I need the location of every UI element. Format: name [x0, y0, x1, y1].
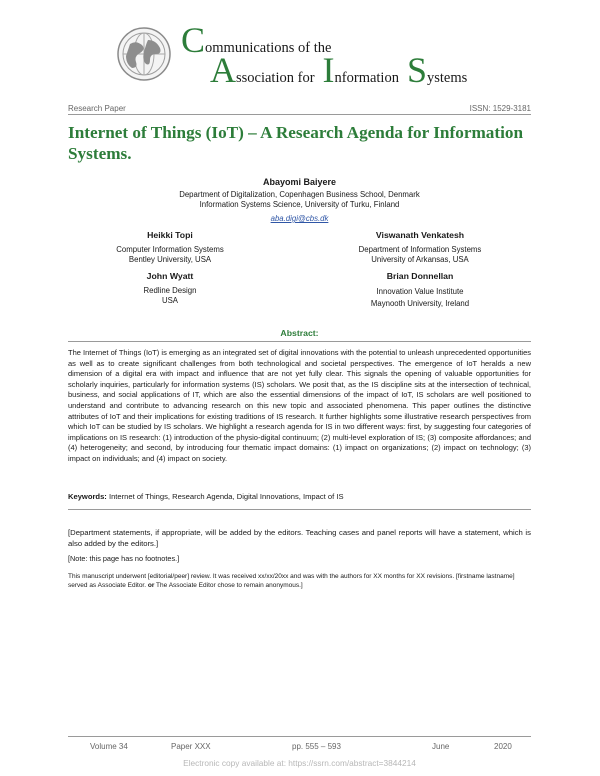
author-affiliation: Department of Information Systems — [358, 245, 482, 254]
keywords-rule — [68, 509, 531, 510]
electronic-copy-note: Electronic copy available at: https://ssrn.com/abstract=3844214 — [183, 758, 416, 768]
review-or: or — [147, 582, 155, 590]
journal-word-association: ssociation for — [236, 70, 315, 86]
footer-paper: Paper XXX — [171, 742, 211, 751]
abstract-heading: Abstract: — [280, 328, 319, 338]
main-author-affiliation-1: Department of Digitalization, Copenhagen Business School, Denmark — [179, 190, 420, 199]
author-affiliation: Computer Information Systems — [116, 245, 224, 254]
author-name: John Wyatt — [146, 271, 194, 281]
author-block — [305, 271, 535, 309]
footer-pages: pp. 555 – 593 — [292, 742, 341, 751]
review-text-b: The Associate Editor chose to remain anonymous.] — [154, 582, 303, 590]
journal-word-information: nformation — [334, 70, 399, 86]
journal-initial-i: I — [322, 50, 335, 90]
abstract-text: The Internet of Things (IoT) is emerging as an integrated set of digital innovations with the potential to unleash unprecedented opportunities as well as to create significant challenges from both technological and societal perspectives. The emergence of IoT heralds a new dimension of a digital era with impact and influence that are not yet fully clear. This signals the opening of valuable opportunities for scholarly inquiries, particularly for information systems (IS) scholars. We posit that, as the IS discipline sits at the intersection of technical, business, and social applications of IT, which are also the essential dimensions of the impact of IoT, IS scholars are well positioned to understand and contribute to advancing research on this new topic and associated phenomena. This paper outlines the distinctive attributes of IoT and their implications for existing traditions of IS research. It further highlights some illustrative research perspectives from which IoT can be studied by IS scholars. We highlight a research agenda for IS in two different ways: first, by suggesting four categories of implications on IS research: (1) introduction of the physio-digital continuum; (2) multi-level exploration of IS; (3) composite affordances; and (4) heterogeneity; and second, by introducing four thematic impact domains: (1) impact on organizations; (2) impact on technology; (3) impact on individuals; and (4) impact on society. — [68, 348, 531, 463]
keywords — [68, 492, 531, 501]
issn: ISSN: 1529-3181 — [469, 104, 531, 113]
footer-volume: Volume 34 — [90, 742, 128, 751]
department-statement: [Department statements, if appropriate, will be added by the editors. Teaching cases and panel reports will have a statement, which is also added by the editors.] — [68, 528, 531, 548]
paper-type: Research Paper — [68, 104, 126, 113]
author-name: Heikki Topi — [147, 230, 193, 240]
keywords-text: Internet of Things, Research Agenda, Digital Innovations, Impact of IS — [108, 492, 344, 501]
journal-initial-s: S — [406, 50, 427, 90]
review-text-a: This manuscript underwent [editorial/peer] review. It was received xx/xx/20xx and was with the authors for XX months for XX revisions. [firstname lastname] served as Associate Editor. — [68, 573, 515, 590]
footnote-note: [Note: this page has no footnotes.] — [68, 554, 180, 563]
main-author-name: Abayomi Baiyere — [262, 177, 337, 187]
paper-title: Internet of Things (IoT) – A Research Agenda for Information Systems. — [68, 123, 524, 163]
review-statement — [68, 572, 531, 590]
globe-icon — [116, 26, 172, 82]
abstract-rule — [68, 341, 531, 342]
author-name: Viswanath Venkatesh — [375, 230, 465, 240]
author-block — [55, 271, 285, 306]
footer-rule — [68, 736, 531, 737]
author-block — [305, 230, 535, 265]
footer-month: June — [432, 742, 450, 751]
author-affiliation: Redline Design — [143, 286, 197, 295]
journal-name-line2 — [210, 52, 467, 88]
main-author-email — [68, 214, 531, 223]
keywords-label: Keywords: — [68, 492, 107, 501]
email-link[interactable]: aba.digi@cbs.dk — [270, 214, 329, 223]
author-affiliation: University of Arkansas, USA — [371, 255, 469, 264]
journal-initial-a: A — [210, 50, 236, 90]
author-affiliation: Innovation Value Institute — [376, 287, 464, 296]
author-affiliation: Bentley University, USA — [128, 255, 212, 264]
journal-word-communications: ommunications of the — [205, 40, 332, 56]
author-block — [55, 230, 285, 265]
journal-word-systems: ystems — [427, 70, 468, 86]
author-affiliation: Maynooth University, Ireland — [370, 299, 470, 308]
author-name: Brian Donnellan — [386, 271, 454, 281]
header-rule — [68, 114, 531, 115]
author-affiliation: USA — [161, 296, 179, 305]
main-author-affiliation-2: Information Systems Science, University of Turku, Finland — [199, 200, 400, 209]
footer-year: 2020 — [494, 742, 512, 751]
main-author-affiliations — [68, 190, 531, 210]
journal-initial-c: C — [181, 20, 206, 60]
